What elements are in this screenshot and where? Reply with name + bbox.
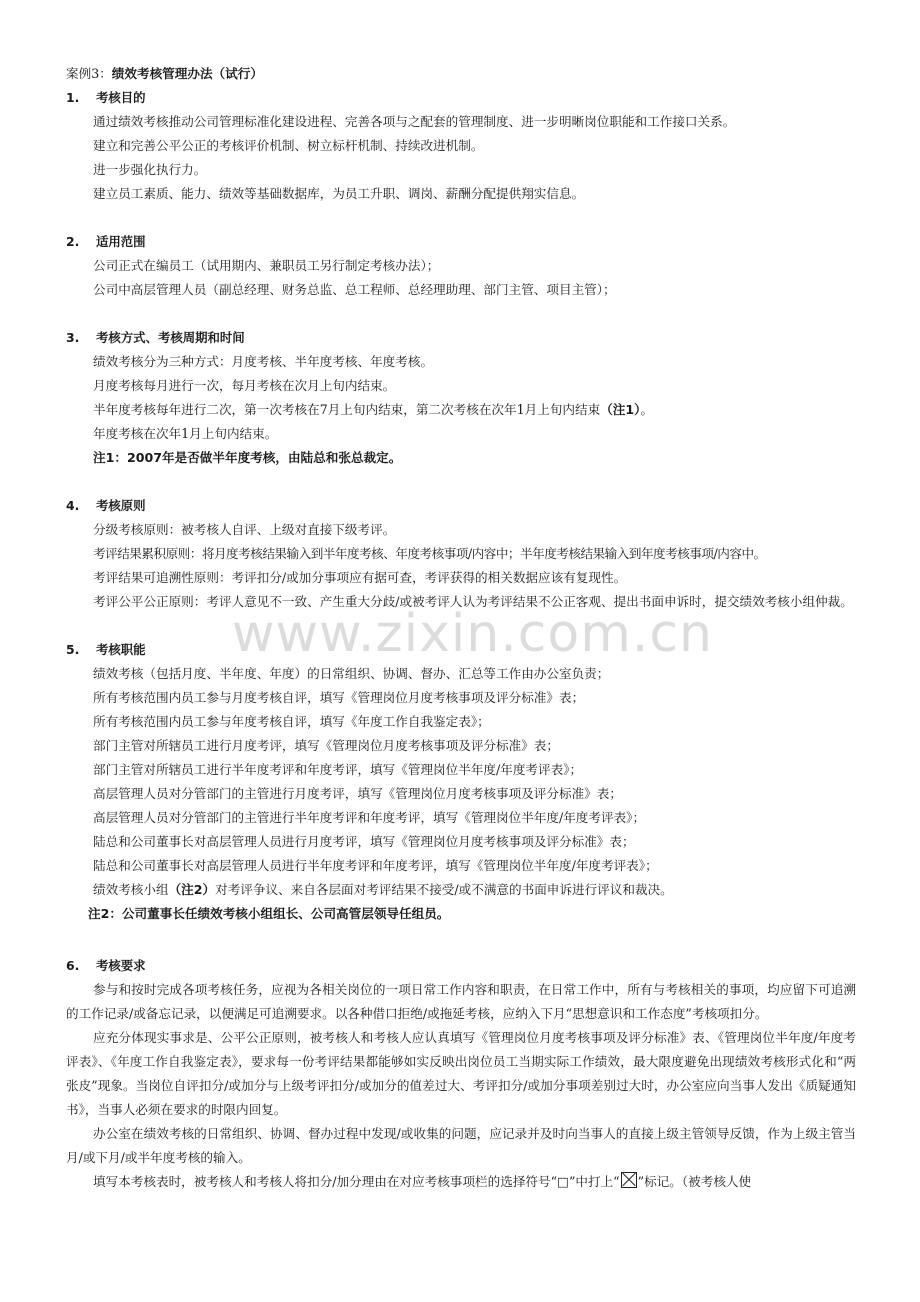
text-line: 公司中高层管理人员（副总经理、财务总监、总工程师、总经理助理、部门主管、项目主管）； <box>93 282 616 297</box>
text-paragraph <box>66 1170 856 1194</box>
text-line: 高层管理人员对分管部门的主管进行月度考评，填写《管理岗位月度考核事项及评分标准》表； <box>93 786 622 801</box>
text-line: 所有考核范围内员工参与年度考核自评，填写《年度工作自我鉴定表》； <box>93 714 490 729</box>
title-text: 绩效考核管理办法（试行） <box>111 66 263 81</box>
section-title: 考核职能 <box>96 642 146 657</box>
section-title: 考核方式、考核周期和时间 <box>96 330 245 345</box>
note-ref: （注2） <box>168 882 216 897</box>
text-line <box>66 878 856 902</box>
line-text: 对考评争议、来自各层面对考评结果不接受/或不满意的书面申诉进行评议和裁决。 <box>215 882 673 897</box>
document-page <box>66 62 856 1194</box>
section-number: 5. <box>66 642 80 657</box>
section-4-heading <box>66 494 856 518</box>
text-line: 通过绩效考核推动公司管理标准化建设进程、完善各项与之配套的管理制度、进一步明晰岗位职能和工作接口关系。 <box>93 114 736 129</box>
line-text: 半年度考核每年进行二次，第一次考核在7月上旬内结束，第二次考核在次年1月上旬内结束 <box>93 402 601 417</box>
section-title: 考核原则 <box>96 498 146 513</box>
text-line: 绩效考核分为三种方式：月度考核、半年度考核、年度考核。 <box>93 354 434 369</box>
text-line: 所有考核范围内员工参与月度考核自评，填写《管理岗位月度考核事项及评分标准》表； <box>93 690 585 705</box>
text-line: 建立员工素质、能力、绩效等基础数据库，为员工升职、调岗、薪酬分配提供翔实信息。 <box>93 186 585 201</box>
text-paragraph: 办公室在绩效考核的日常组织、协调、督办过程中发现/或收集的问题，应记录并及时向当事人的直接上级主管领导反馈，作为上级主管当月/或下月/或半年度考核的输入。 <box>66 1126 856 1165</box>
text-line: 年度考核在次年1月上旬内结束。 <box>93 426 278 441</box>
checked-box-icon <box>621 1172 637 1188</box>
text-line: 绩效考核（包括月度、半年度、年度）的日常组织、协调、督办、汇总等工作由办公室负责； <box>93 666 610 681</box>
section-number: 3. <box>66 330 80 345</box>
note-ref: （注1） <box>600 402 641 417</box>
text-line <box>66 398 856 422</box>
section-number: 4. <box>66 498 80 513</box>
text-line: 分级考核原则：被考核人自评、上级对直接下级考评。 <box>93 522 396 537</box>
section-3-heading <box>66 326 856 350</box>
text-line: 月度考核每月进行一次，每月考核在次月上旬内结束。 <box>93 378 396 393</box>
text-line: 高层管理人员对分管部门的主管进行半年度考评和年度考评，填写《管理岗位半年度/年度考评表》； <box>93 810 646 825</box>
text-line: 进一步强化执行力。 <box>93 162 207 177</box>
text-line: 陆总和公司董事长对高层管理人员进行月度考评，填写《管理岗位月度考核事项及评分标准》表； <box>93 834 635 849</box>
text-line: 部门主管对所辖员工进行月度考评，填写《管理岗位月度考核事项及评分标准》表； <box>93 738 559 753</box>
paragraph-text: 填写本考核表时，被考核人和考核人将扣分/加分理由在对应考核事项栏的选择符号“□”中打上“ <box>93 1174 620 1189</box>
section-2-heading <box>66 230 856 254</box>
section-title: 适用范围 <box>96 234 146 249</box>
section-1-heading <box>66 86 856 110</box>
text-paragraph: 参与和按时完成各项考核任务，应视为各相关岗位的一项日常工作内容和职责，在日常工作中，所有与考核相关的事项，均应留下可追溯的工作记录/或备忘记录，以便满足可追溯要求。以各种借口拒绝/或拖延考核，应纳入下月“思想意识和工作态度”考核项扣分。 <box>66 982 856 1021</box>
case-label: 案例3： <box>66 66 112 81</box>
section-title: 考核要求 <box>96 958 146 973</box>
paragraph-text: ”标记。（被考核人使 <box>637 1174 752 1189</box>
note-2: 注2：公司董事长任绩效考核小组组长、公司高管层领导任组员。 <box>88 906 450 921</box>
section-number: 1. <box>66 90 80 105</box>
watermark: www.zixin.com.cn <box>232 604 713 664</box>
text-line: 考评结果累积原则：将月度考核结果输入到半年度考核、年度考核事项/内容中；半年度考核结果输入到年度考核事项/内容中。 <box>93 546 766 561</box>
section-5-heading <box>66 638 856 662</box>
text-line: 考评结果可追溯性原则：考评扣分/或加分事项应有据可查，考评获得的相关数据应该有复现性。 <box>93 570 627 585</box>
line-text: 绩效考核小组 <box>93 882 169 897</box>
section-number: 2. <box>66 234 80 249</box>
text-line: 公司正式在编员工（试用期内、兼职员工另行制定考核办法）； <box>93 258 440 273</box>
section-title: 考核目的 <box>96 90 146 105</box>
text-line: 陆总和公司董事长对高层管理人员进行半年度考评和年度考评，填写《管理岗位半年度/年度考评表》； <box>93 858 658 873</box>
text-line: 建立和完善公平公正的考核评价机制、树立标杆机制、持续改进机制。 <box>93 138 484 153</box>
text-line: 部门主管对所辖员工进行半年度考评和年度考评，填写《管理岗位半年度/年度考评表》； <box>93 762 583 777</box>
document-title <box>66 62 856 86</box>
section-number: 6. <box>66 958 80 973</box>
text-paragraph: 应充分体现实事求是、公平公正原则，被考核人和考核人应认真填写《管理岗位月度考核事项及评分标准》表、《管理岗位半年度/年度考评表》、《年度工作自我鉴定表》，要求每一份考评结果都能够如实反映出岗位员工当期实际工作绩效，最大限度避免出现绩效考核形式化和“两张皮”现象。当岗位自评扣分/或加分与上级考评扣分/或加分的值差过大、考评扣分/或加分事项差别过大时，办公室应向当事人发出《质疑通知书》，当事人必须在要求的时限内回复。 <box>66 1030 856 1117</box>
line-end: 。 <box>640 402 654 417</box>
section-6-heading <box>66 954 856 978</box>
note-1: 注1：2007年是否做半年度考核，由陆总和张总裁定。 <box>93 450 402 465</box>
text-paragraph: 考评公平公正原则：考评人意见不一致、产生重大分歧/或被考评人认为考评结果不公正客观、提出书面申诉时，提交绩效考核小组仲裁。 <box>93 594 853 609</box>
